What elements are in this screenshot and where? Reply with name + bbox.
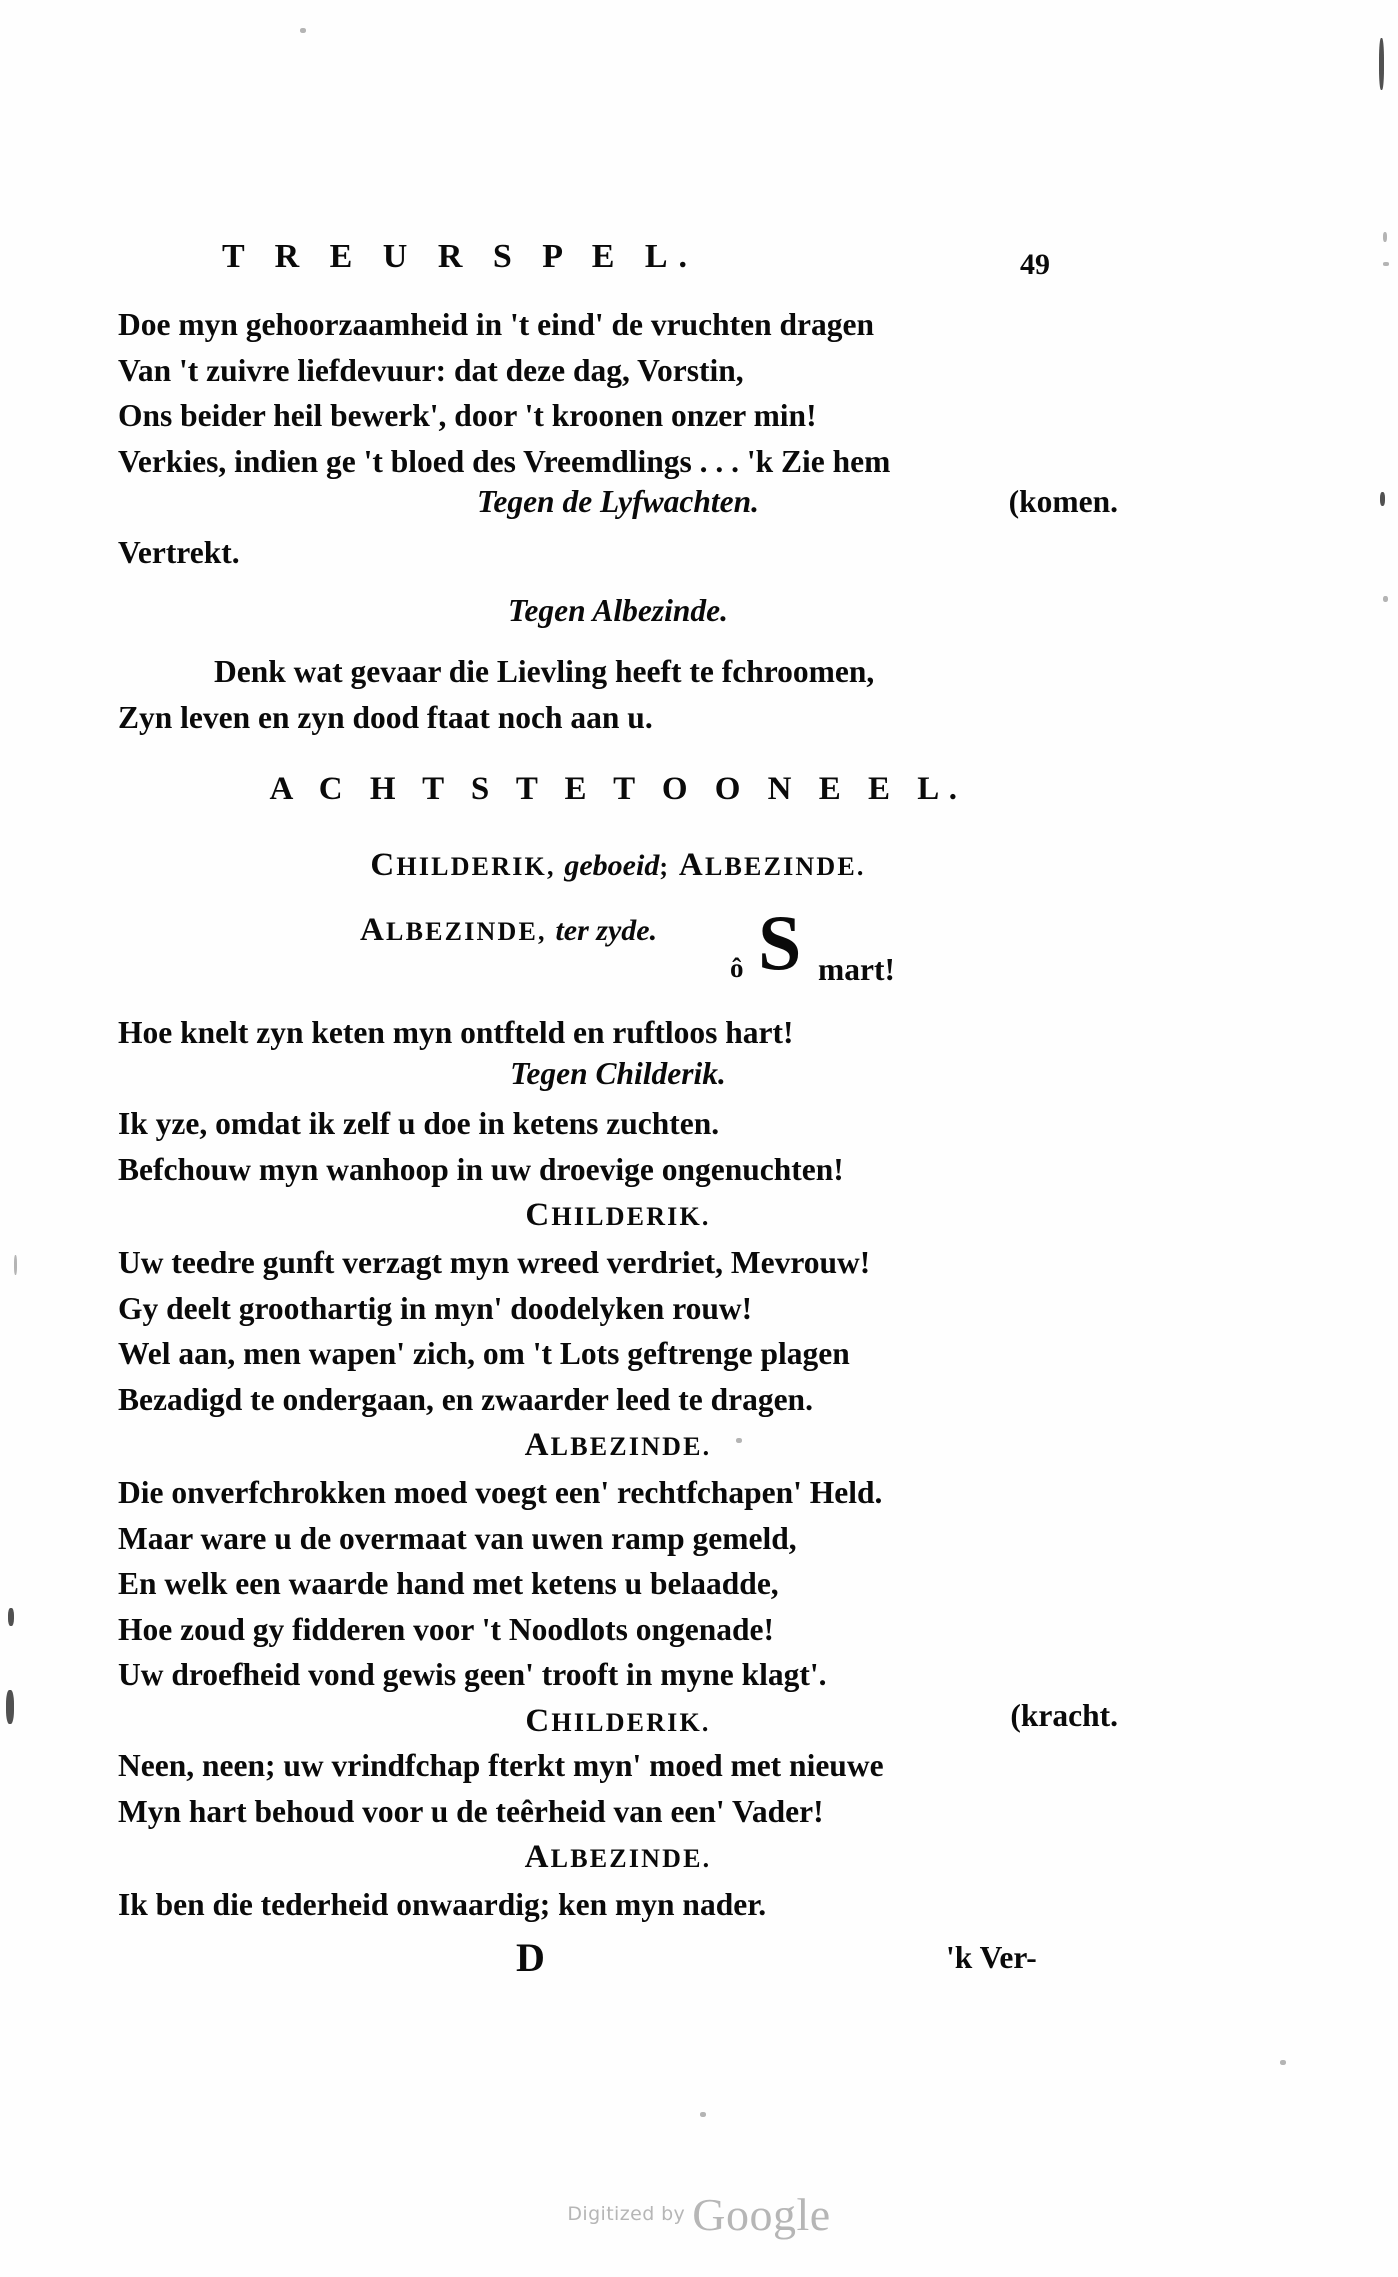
scan-artifact <box>1383 596 1388 602</box>
verse-line: Die onverfchrokken moed voegt een' rechtfchapen' Held. <box>118 1475 883 1510</box>
stage-direction: Tegen Albezinde. <box>508 593 728 628</box>
speaker-name: LBEZINDE <box>386 917 539 946</box>
verse-line: Ik ben die tederheid onwaardig; ken myn nader. <box>118 1887 767 1922</box>
scan-artifact <box>6 1690 14 1724</box>
stage-direction-ter-zyde: ter zyde. <box>555 914 658 947</box>
verse-line: Uw teedre gunft verzagt myn wreed verdriet, Mevrouw! <box>118 1245 871 1280</box>
punct: , <box>538 917 556 946</box>
scan-artifact <box>1383 232 1387 242</box>
scan-artifact <box>14 1255 17 1275</box>
margin-note: (komen. <box>1008 484 1118 519</box>
google-watermark <box>0 2188 1398 2241</box>
speaker-initial: A <box>360 912 387 948</box>
speaker-childerik <box>525 1702 711 1739</box>
margin-note: (kracht. <box>1010 1697 1118 1733</box>
verse-line: Myn hart behoud voor u de teêrheid van een' Vader! <box>118 1793 824 1829</box>
char-name-initial: A <box>678 847 705 883</box>
speaker-albezinde <box>118 1834 1118 1882</box>
verse-line: Bezadigd te ondergaan, en zwaarder leed te dragen. <box>118 1381 813 1417</box>
verse-line: Zyn leven en zyn dood ftaat noch aan u. <box>118 699 653 735</box>
speaker-name: HILDERIK. <box>551 1202 711 1231</box>
verse-line-tail: mart! <box>818 952 895 987</box>
speaker-name: HILDERIK. <box>551 1707 711 1737</box>
verse-line: Maar ware u de overmaat van uwen ramp gemeld, <box>118 1520 797 1556</box>
scan-artifact <box>1380 492 1385 506</box>
drop-cap: S <box>758 899 802 986</box>
punct: , <box>546 852 565 881</box>
watermark-brand: Google <box>692 2189 831 2240</box>
scan-artifact <box>700 2112 706 2117</box>
verse-line: En welk een waarde hand met ketens u belaadde, <box>118 1566 779 1601</box>
verse-line: Van 't zuivre liefdevuur: dat deze dag, Vorstin, <box>118 352 744 388</box>
scan-artifact <box>300 28 306 33</box>
speaker-initial: A <box>524 1427 551 1463</box>
signature-catchword-row <box>118 1934 1118 1990</box>
verse-line: Wel aan, men wapen' zich, om 't Lots geftrenge plagen <box>118 1336 850 1371</box>
verse-line: Vertrekt. <box>118 534 240 570</box>
running-head-row <box>118 236 1118 302</box>
char-name-initial: C <box>370 847 397 883</box>
stage-direction: Tegen Childerik. <box>510 1055 726 1091</box>
stage-direction-row <box>118 575 1118 649</box>
page-text-block <box>118 236 1118 1990</box>
scan-artifact <box>1383 262 1389 266</box>
verse-line: Denk wat gevaar die Lievling heeft te fchroomen, <box>214 654 875 689</box>
stage-direction-geboeid: geboeid <box>564 849 660 882</box>
speaker-initial: A <box>524 1839 551 1875</box>
page-number: 49 <box>1020 248 1050 281</box>
verse-line: Gy deelt groothartig in myn' doodelyken rouw! <box>118 1290 753 1326</box>
watermark-digitized-label: Digitized by <box>567 2203 686 2225</box>
opening-speech-block <box>118 899 1118 1010</box>
speaker-initial: C <box>525 1702 552 1739</box>
verse-line: Hoe zoud gy fidderen voor 't Noodlots ongenade! <box>118 1611 774 1647</box>
verse-line: Neen, neen; uw vrindfchap fterkt myn' moed met nieuwe <box>118 1748 884 1783</box>
stage-direction-row <box>118 484 1118 530</box>
verse-line: Ons beider heil bewerk', door 't kroonen onzer min! <box>118 398 817 433</box>
speaker-name: LBEZINDE. <box>550 1844 712 1873</box>
speaker-initial: C <box>525 1197 552 1233</box>
catchword: 'k Ver- <box>946 1939 1037 1975</box>
speaker-albezinde <box>118 1422 1118 1470</box>
speaker-row-childerik <box>118 1698 1118 1744</box>
speaker-name: LBEZINDE. <box>550 1432 712 1461</box>
char-name-childerik: HILDERIK <box>396 852 547 881</box>
punct: ; <box>659 852 679 881</box>
stage-direction-row <box>118 1056 1118 1102</box>
scan-artifact <box>1379 38 1384 90</box>
scene-heading: A C H T S T E T O O N E E L. <box>269 771 967 807</box>
verse-line: Befchouw myn wanhoop in uw droevige ongenuchten! <box>118 1151 844 1187</box>
verse-line: Verkies, indien ge 't bloed des Vreemdlings . . . 'k Zie hem <box>118 443 891 479</box>
verse-line: Uw droefheid vond gewis geen' trooft in myne klagt'. <box>118 1657 827 1692</box>
speaker-cue-albezinde <box>360 912 657 949</box>
signature-mark: D <box>516 1934 545 1980</box>
interjection-o: ô <box>730 953 744 983</box>
speaker-childerik <box>118 1192 1118 1240</box>
verse-line: Hoe knelt zyn keten myn ontfteld en ruftloos hart! <box>118 1015 794 1050</box>
dramatis-personae <box>118 842 1118 890</box>
scan-artifact <box>1280 2060 1286 2065</box>
verse-line: Doe myn gehoorzaamheid in 't eind' de vruchten dragen <box>118 307 874 342</box>
scan-artifact <box>8 1608 14 1626</box>
char-name-albezinde: LBEZINDE. <box>704 852 866 881</box>
verse-line: Ik yze, omdat ik zelf u doe in ketens zuchten. <box>118 1106 720 1141</box>
page-title: T R E U R S P E L. <box>222 238 699 275</box>
stage-direction: Tegen de Lyfwachten. <box>477 484 759 519</box>
